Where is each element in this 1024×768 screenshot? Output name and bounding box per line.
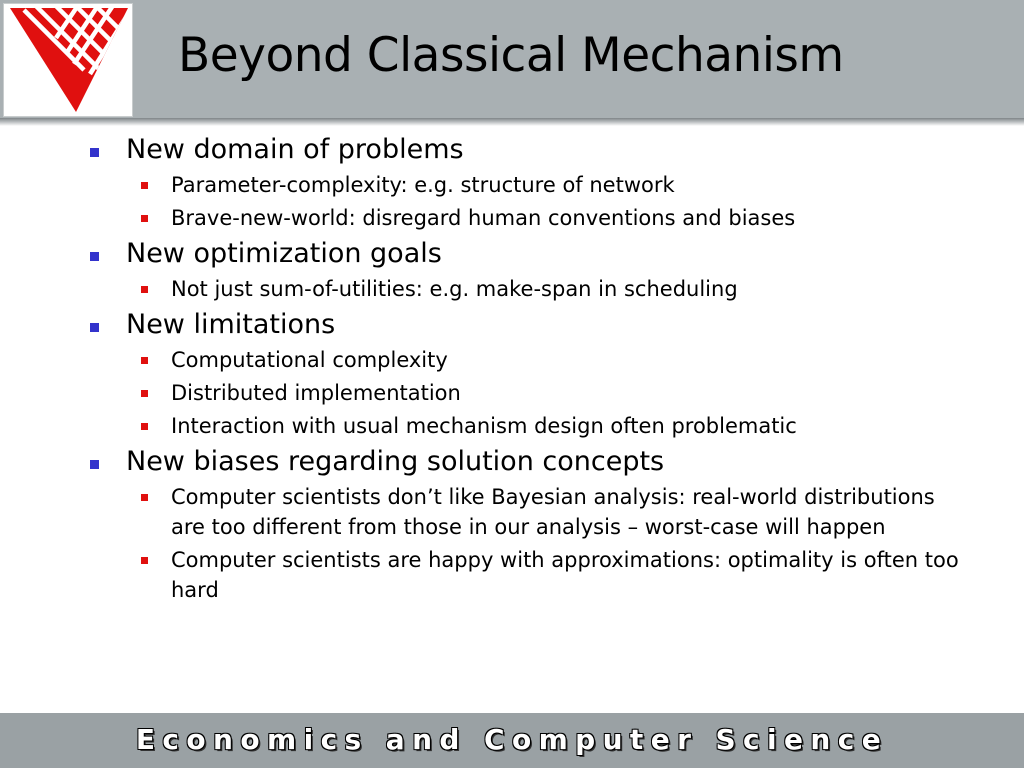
sub-bullet-text: Computer scientists are happy with approximations: optimality is often too hard xyxy=(171,548,959,602)
square-bullet-icon xyxy=(141,390,148,397)
sub-bullet-item xyxy=(171,203,971,233)
square-bullet-icon xyxy=(141,423,148,430)
sub-bullet-text: Not just sum-of-utilities: e.g. make-span in scheduling xyxy=(171,277,738,301)
bullet-item xyxy=(126,133,986,167)
logo xyxy=(3,3,133,117)
sub-bullet-item xyxy=(171,345,971,375)
square-bullet-icon xyxy=(141,357,148,364)
square-bullet-icon xyxy=(90,460,99,469)
slide-footer xyxy=(0,713,1024,768)
sub-bullet-text: Brave-new-world: disregard human conventions and biases xyxy=(171,206,796,230)
square-bullet-icon xyxy=(90,323,99,332)
square-bullet-icon xyxy=(141,182,148,189)
header-divider xyxy=(0,118,1024,126)
bullet-list xyxy=(0,133,1024,605)
sub-bullet-item xyxy=(171,482,971,542)
sub-bullet-text: Interaction with usual mechanism design often problematic xyxy=(171,414,797,438)
bullet-item xyxy=(126,237,986,271)
square-bullet-icon xyxy=(141,494,148,501)
slide-header xyxy=(0,0,1024,118)
sub-bullet-item xyxy=(171,545,971,605)
square-bullet-icon xyxy=(90,148,99,157)
sub-bullet-item xyxy=(171,170,971,200)
bullet-text: New limitations xyxy=(126,309,336,340)
sub-bullet-item xyxy=(171,274,971,304)
sub-bullet-text: Parameter-complexity: e.g. structure of network xyxy=(171,173,675,197)
sub-bullet-item xyxy=(171,411,971,441)
bullet-text: New biases regarding solution concepts xyxy=(126,446,665,477)
sub-bullet-text: Computational complexity xyxy=(171,348,448,372)
square-bullet-icon xyxy=(141,286,148,293)
bullet-item xyxy=(126,445,986,479)
bullet-item xyxy=(126,308,986,342)
slide-title: Beyond Classical Mechanism xyxy=(178,28,844,83)
sub-bullet-text: Distributed implementation xyxy=(171,381,461,405)
square-bullet-icon xyxy=(141,215,148,222)
square-bullet-icon xyxy=(90,252,99,261)
bullet-text: New domain of problems xyxy=(126,134,464,165)
footer-title: Economics and Computer Science xyxy=(135,723,889,756)
square-bullet-icon xyxy=(141,557,148,564)
sub-bullet-item xyxy=(171,378,971,408)
red-triangle-logo-icon xyxy=(4,4,132,116)
bullet-text: New optimization goals xyxy=(126,238,442,269)
sub-bullet-text: Computer scientists don’t like Bayesian analysis: real-world distributions are too different from those in our analysis – worst-case will happen xyxy=(171,485,935,539)
